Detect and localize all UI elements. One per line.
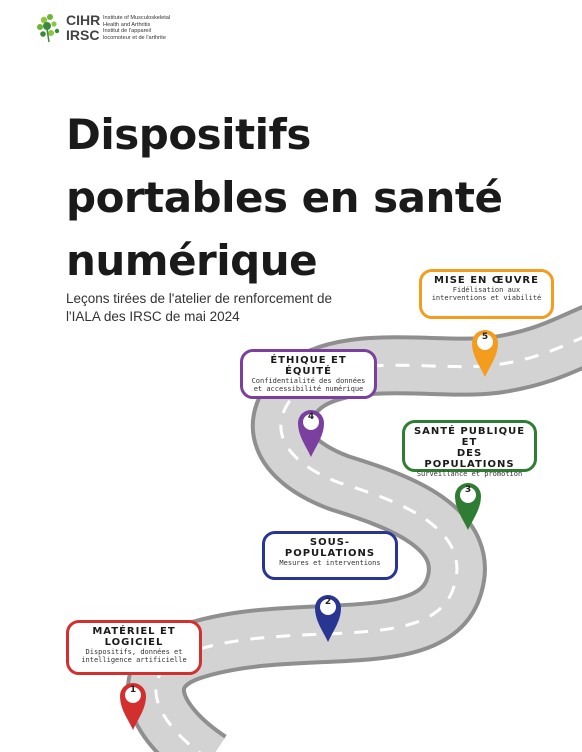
milestone-title-line: LOGICIEL: [104, 637, 164, 648]
milestone-title: [428, 275, 545, 286]
map-pin-icon-2: [313, 591, 343, 643]
milestone-subtitle-line: interventions et viabilité: [431, 294, 542, 302]
map-pin-icon-3: [453, 479, 483, 531]
map-pin-icon-1: [118, 679, 148, 731]
milestone-subtitle-line: Surveillance et promotion: [416, 470, 523, 478]
page-title: [66, 103, 502, 292]
milestone-title: [75, 626, 193, 648]
milestone-subtitle: [75, 648, 193, 664]
milestone-number: 5: [481, 332, 489, 342]
milestone-subtitle-line: intelligence artificielle: [81, 656, 187, 664]
milestone-card-public-health: [402, 420, 537, 478]
subtitle-line-1: Leçons tirées de l'atelier de renforcement de: [66, 291, 332, 306]
milestone-title-line: POPULATIONS: [284, 548, 376, 559]
milestone-subtitle-line: Mesures et interventions: [279, 559, 381, 567]
milestone-number: 1: [129, 685, 137, 695]
title-line-1: Dispositifs: [66, 110, 311, 159]
milestone-subtitle: [411, 470, 528, 478]
logo-abbr-en: CIHR: [66, 12, 101, 28]
milestone-card-hardware-software: [66, 620, 202, 675]
milestone-title-line: SANTÉ PUBLIQUE ET: [413, 426, 526, 448]
page-subtitle: [66, 290, 356, 326]
milestone-subtitle: [249, 377, 368, 393]
logo-name-fr-2: locomoteur et de l'arthrite: [103, 34, 166, 41]
milestone-subtitle-line: et accessibilité numérique: [253, 385, 364, 393]
milestone-subtitle-line: Fidélisation aux: [452, 286, 521, 294]
milestone-title: [271, 537, 389, 559]
milestone-card-implementation: [419, 269, 554, 319]
milestone-subtitle-line: Dispositifs, données et: [85, 648, 183, 656]
milestone-card-ethics-equity: [240, 349, 377, 399]
map-pin-icon-4: [296, 406, 326, 458]
logo-name-en-2: Health and Arthritis: [103, 21, 151, 28]
map-pin-icon-5: [470, 326, 500, 378]
logo-name-en-1: Institute of Musculoskeletal: [103, 15, 171, 21]
milestone-title-line: ÉTHIQUE ET ÉQUITÉ: [270, 355, 347, 377]
milestone-title: [411, 426, 528, 470]
milestone-title-line: DES POPULATIONS: [424, 448, 515, 470]
milestone-card-subpopulations: [262, 531, 398, 580]
milestone-number: 2: [324, 597, 332, 607]
milestone-subtitle: [428, 286, 545, 302]
milestone-title-line: MATÉRIEL ET: [92, 626, 176, 637]
milestone-title-line: MISE EN ŒUVRE: [434, 275, 539, 286]
title-line-3: numérique: [66, 236, 318, 285]
logo-name-fr-1: Institut de l'appareil: [103, 28, 152, 35]
logo-abbr-fr: IRSC: [66, 27, 100, 43]
title-line-2: portables en santé: [66, 173, 503, 222]
milestone-title: [249, 355, 368, 377]
milestone-subtitle-line: Confidentialité des données: [251, 377, 366, 385]
milestone-number: 3: [464, 485, 472, 495]
milestone-number: 4: [307, 412, 315, 422]
subtitle-line-2: l'IALA des IRSC de mai 2024: [66, 309, 240, 324]
milestone-subtitle: [271, 559, 389, 567]
milestone-title-line: SOUS-: [309, 537, 351, 548]
